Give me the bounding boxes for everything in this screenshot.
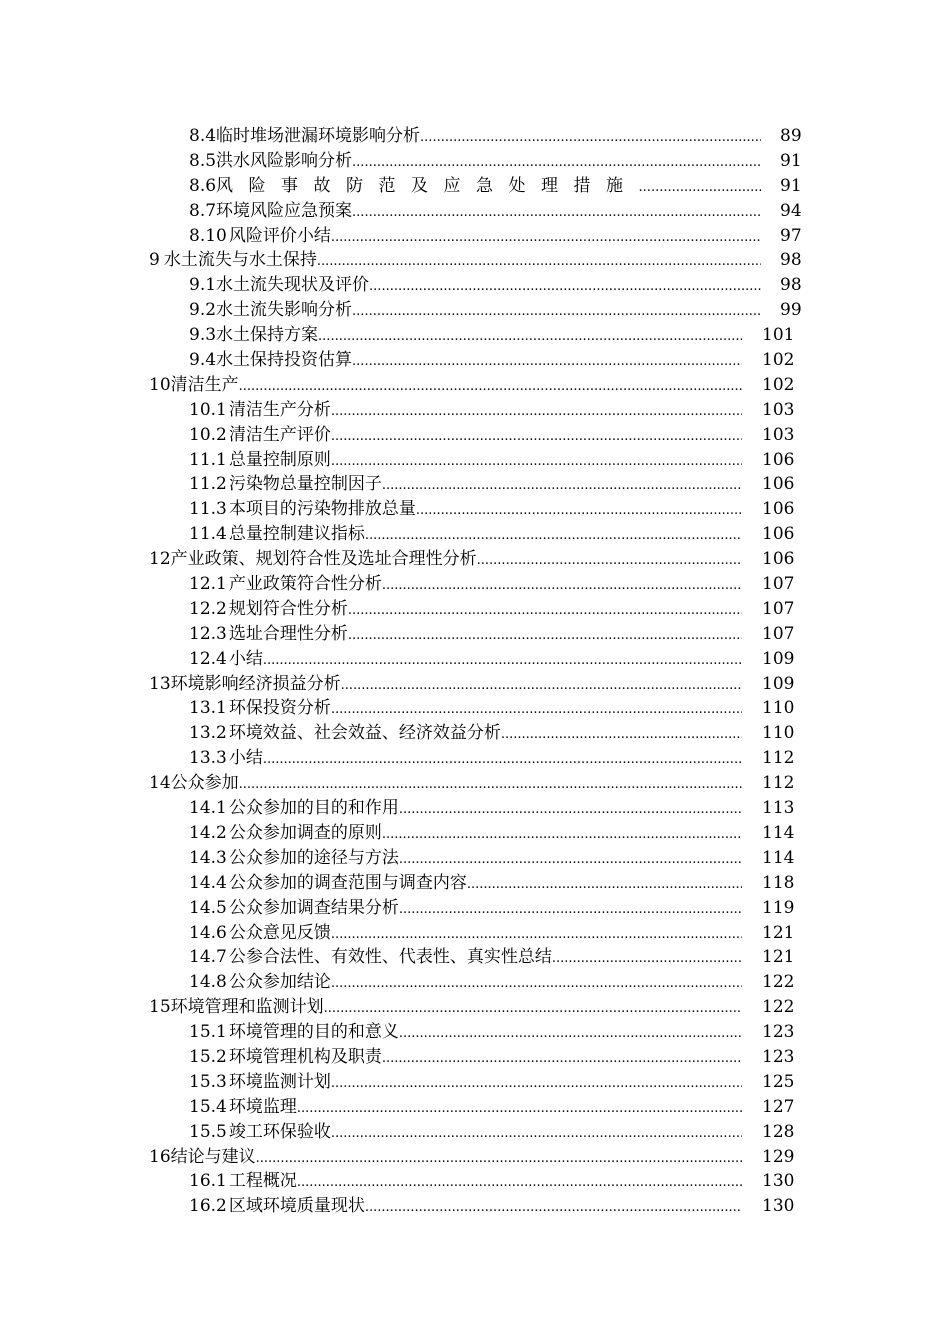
dot-leader [382, 1045, 742, 1072]
dot-leader [365, 522, 742, 549]
dot-leader [317, 248, 761, 275]
toc-entry-title: 风险事故防范及应急处理措施 [216, 175, 639, 196]
dot-leader [331, 921, 742, 948]
toc-entry[interactable] [0, 298, 950, 323]
toc-entry-page: 110 [762, 723, 795, 744]
toc-entry-page: 106 [762, 549, 795, 570]
toc-entry-page: 106 [762, 449, 795, 470]
toc-entry[interactable] [0, 572, 950, 597]
toc-entry-number: 12.2 [189, 598, 227, 619]
toc-entry-number: 14.7 [189, 947, 227, 968]
toc-entry-page: 102 [762, 350, 795, 371]
toc-entry-title: 规划符合性分析 [228, 598, 348, 619]
toc-entry[interactable] [0, 771, 950, 796]
toc-entry-page: 110 [762, 698, 795, 719]
toc-entry-page: 130 [762, 1196, 795, 1217]
toc-entry-number: 10.1 [189, 399, 227, 420]
dot-leader [318, 323, 742, 350]
toc-entry-title: 环境影响经济损益分析 [170, 673, 341, 694]
toc-entry-page: 107 [762, 574, 795, 595]
toc-entry[interactable] [0, 597, 950, 622]
toc-entry[interactable] [0, 199, 950, 224]
toc-entry-number: 15.4 [189, 1096, 227, 1117]
toc-entry-page: 128 [762, 1121, 795, 1142]
toc-entry-title: 公众参加的途径与方法 [228, 847, 399, 868]
toc-entry[interactable] [0, 821, 950, 846]
toc-entry-title: 清洁生产评价 [228, 424, 331, 445]
toc-entry[interactable] [0, 423, 950, 448]
toc-entry-page: 109 [762, 673, 795, 694]
toc-entry-number: 14.8 [189, 972, 227, 993]
toc-entry-title: 环保投资分析 [228, 698, 331, 719]
toc-entry-page: 98 [780, 250, 802, 271]
dot-leader [331, 1070, 742, 1097]
toc-entry-page: 122 [762, 997, 795, 1018]
toc-entry-title: 环境管理和监测计划 [170, 997, 324, 1018]
toc-entry-title: 环境效益、社会效益、经济效益分析 [228, 723, 501, 744]
toc-entry-title: 产业政策符合性分析 [228, 574, 382, 595]
dot-leader [256, 1145, 742, 1172]
toc-entry-page: 125 [762, 1071, 795, 1092]
toc-entry-number: 11.2 [189, 474, 227, 495]
toc-entry-title: 风险评价小结 [228, 225, 331, 246]
toc-entry-number: 13.1 [189, 698, 227, 719]
dot-leader [382, 472, 742, 499]
toc-entry-title: 环境监理 [228, 1096, 297, 1117]
toc-entry-page: 103 [762, 399, 795, 420]
toc-entry[interactable] [0, 647, 950, 672]
dot-leader [467, 871, 742, 898]
toc-entry-number: 13.3 [189, 748, 227, 769]
toc-entry-number: 12 [149, 549, 171, 570]
toc-entry[interactable] [0, 497, 950, 522]
toc-entry-number: 8.6 [189, 175, 217, 196]
toc-entry-page: 91 [780, 150, 802, 171]
table-of-contents [0, 124, 950, 1219]
toc-entry-title: 公众意见反馈 [228, 922, 331, 943]
toc-entry-page: 121 [762, 947, 795, 968]
toc-entry[interactable] [0, 871, 950, 896]
toc-entry[interactable] [0, 696, 950, 721]
dot-leader [239, 771, 742, 798]
toc-entry-number: 10 [149, 374, 171, 395]
toc-entry-number: 9 [149, 250, 160, 271]
dot-leader [348, 597, 742, 624]
dot-leader [365, 1194, 742, 1221]
toc-entry-number: 9.1 [189, 275, 217, 296]
toc-entry-page: 102 [762, 374, 795, 395]
toc-entry[interactable] [0, 124, 950, 149]
dot-leader [399, 796, 742, 823]
toc-entry-number: 13 [149, 673, 171, 694]
toc-entry-page: 106 [762, 499, 795, 520]
toc-entry[interactable] [0, 1045, 950, 1070]
toc-entry-page: 129 [762, 1146, 795, 1167]
toc-entry-title: 公众参加结论 [228, 972, 331, 993]
toc-entry[interactable] [0, 721, 950, 746]
toc-entry-title: 区域环境质量现状 [228, 1196, 365, 1217]
toc-entry-title: 小结 [228, 648, 263, 669]
toc-entry-title: 公众参加 [170, 773, 239, 794]
toc-entry-number: 8.7 [189, 200, 217, 221]
toc-entry-number: 11.3 [189, 499, 227, 520]
toc-entry-title: 环境管理的目的和意义 [228, 1022, 399, 1043]
toc-entry[interactable] [0, 622, 950, 647]
dot-leader [263, 746, 742, 773]
toc-entry[interactable] [0, 273, 950, 298]
toc-entry-title: 竣工环保验收 [228, 1121, 331, 1142]
toc-entry-number: 12.1 [189, 574, 227, 595]
toc-entry[interactable] [0, 448, 950, 473]
toc-entry[interactable] [0, 1070, 950, 1095]
toc-entry-number: 13.2 [189, 723, 227, 744]
toc-entry-page: 97 [780, 225, 802, 246]
toc-entry-title: 水土保持投资估算 [216, 350, 353, 371]
toc-entry[interactable] [0, 672, 950, 697]
toc-entry[interactable] [0, 224, 950, 249]
toc-entry-number: 15.5 [189, 1121, 227, 1142]
dot-leader [416, 497, 742, 524]
toc-entry-page: 106 [762, 474, 795, 495]
toc-entry-page: 118 [762, 872, 795, 893]
toc-entry-number: 9.2 [189, 300, 217, 321]
toc-entry-page: 106 [762, 524, 795, 545]
toc-entry-number: 16.1 [189, 1171, 227, 1192]
toc-entry-number: 8.10 [189, 225, 227, 246]
toc-entry-title: 本项目的污染物排放总量 [228, 499, 416, 520]
toc-entry-number: 10.2 [189, 424, 227, 445]
toc-entry-title: 环境风险应急预案 [216, 200, 353, 221]
toc-entry[interactable] [0, 149, 950, 174]
toc-entry-page: 109 [762, 648, 795, 669]
dot-leader [331, 423, 742, 450]
toc-entry-number: 15.3 [189, 1071, 227, 1092]
dot-leader [263, 647, 742, 674]
toc-entry-number: 9.3 [189, 325, 217, 346]
toc-entry-title: 公众参加调查的原则 [228, 822, 382, 843]
toc-entry-title: 清洁生产分析 [228, 399, 331, 420]
toc-entry[interactable] [0, 746, 950, 771]
toc-entry[interactable] [0, 846, 950, 871]
toc-entry-page: 127 [762, 1096, 795, 1117]
toc-entry-number: 11.4 [189, 524, 227, 545]
dot-leader [399, 896, 742, 923]
toc-entry-title: 公众参加调查结果分析 [228, 897, 399, 918]
toc-entry-page: 89 [780, 126, 802, 146]
dot-leader [399, 846, 742, 873]
toc-entry[interactable] [0, 373, 950, 398]
dot-leader [297, 1169, 742, 1196]
toc-entry[interactable] [0, 522, 950, 547]
toc-entry-page: 123 [762, 1046, 795, 1067]
toc-entry-title: 小结 [228, 748, 263, 769]
toc-entry-number: 12.3 [189, 623, 227, 644]
toc-entry-number: 14 [149, 773, 171, 794]
dot-leader [239, 373, 742, 400]
dot-leader [369, 273, 761, 300]
toc-entry-title: 工程概况 [228, 1171, 297, 1192]
dot-leader [399, 1020, 742, 1047]
toc-entry[interactable] [0, 896, 950, 921]
toc-entry[interactable] [0, 1120, 950, 1145]
toc-entry[interactable] [0, 945, 950, 970]
toc-entry-title: 公参合法性、有效性、代表性、真实性总结 [228, 947, 552, 968]
toc-entry-number: 8.5 [189, 150, 217, 171]
toc-entry-number: 14.1 [189, 798, 227, 819]
toc-entry-page: 112 [762, 748, 795, 769]
toc-entry-number: 8.4 [189, 126, 217, 146]
toc-entry[interactable] [0, 1169, 950, 1194]
dot-leader [501, 721, 742, 748]
toc-entry[interactable] [0, 970, 950, 995]
toc-entry[interactable] [0, 348, 950, 373]
dot-leader [420, 124, 761, 151]
toc-entry[interactable] [0, 1194, 950, 1219]
toc-entry-page: 123 [762, 1022, 795, 1043]
dot-leader [331, 224, 761, 251]
toc-entry-number: 16.2 [189, 1196, 227, 1217]
toc-entry-page: 99 [780, 300, 802, 321]
toc-entry[interactable] [0, 1145, 950, 1170]
toc-entry-page: 130 [762, 1171, 795, 1192]
dot-leader [348, 622, 742, 649]
toc-entry[interactable] [0, 323, 950, 348]
toc-entry-title: 水土流失影响分析 [216, 300, 353, 321]
toc-entry[interactable] [0, 995, 950, 1020]
toc-entry-title: 结论与建议 [170, 1146, 256, 1167]
dot-leader [382, 821, 742, 848]
toc-entry-title: 总量控制原则 [228, 449, 331, 470]
toc-entry-number: 11.1 [189, 449, 227, 470]
toc-entry-page: 94 [780, 200, 802, 221]
dot-leader [331, 448, 742, 475]
toc-entry[interactable] [0, 547, 950, 572]
toc-entry-title: 环境管理机构及职责 [228, 1046, 382, 1067]
toc-entry-title: 临时堆场泄漏环境影响分析 [216, 126, 421, 146]
toc-entry-number: 9.4 [189, 350, 217, 371]
toc-entry-number: 15.1 [189, 1022, 227, 1043]
dot-leader [352, 149, 761, 176]
toc-entry[interactable] [0, 796, 950, 821]
toc-entry-page: 101 [762, 325, 795, 346]
dot-leader [331, 1120, 742, 1147]
toc-entry-page: 122 [762, 972, 795, 993]
toc-entry-page: 103 [762, 424, 795, 445]
dot-leader [352, 199, 761, 226]
toc-entry-number: 14.6 [189, 922, 227, 943]
toc-entry-page: 121 [762, 922, 795, 943]
toc-entry[interactable] [0, 1095, 950, 1120]
toc-entry-page: 113 [762, 798, 795, 819]
toc-entry-page: 107 [762, 598, 795, 619]
toc-entry-title: 洪水风险影响分析 [216, 150, 353, 171]
toc-entry-number: 16 [149, 1146, 171, 1167]
toc-entry-title: 选址合理性分析 [228, 623, 348, 644]
dot-leader [352, 348, 742, 375]
toc-entry-title: 公众参加的调查范围与调查内容 [228, 872, 467, 893]
toc-entry-page: 114 [762, 822, 795, 843]
toc-entry-title: 水土保持方案 [216, 325, 319, 346]
toc-entry-page: 91 [780, 175, 802, 196]
toc-entry-number: 14.2 [189, 822, 227, 843]
toc-entry-page: 98 [780, 275, 802, 296]
toc-entry-page: 112 [762, 773, 795, 794]
toc-entry-title: 污染物总量控制因子 [228, 474, 382, 495]
toc-entry-number: 14.4 [189, 872, 227, 893]
toc-entry[interactable] [0, 921, 950, 946]
dot-leader [477, 547, 742, 574]
dot-leader [352, 298, 761, 325]
dot-leader [552, 945, 742, 972]
toc-entry-title: 总量控制建议指标 [228, 524, 365, 545]
toc-entry-title: 清洁生产 [170, 374, 239, 395]
toc-entry-title: 水土流失现状及评价 [216, 275, 370, 296]
dot-leader [331, 398, 742, 425]
dot-leader [324, 995, 742, 1022]
toc-entry-title: 公众参加的目的和作用 [228, 798, 399, 819]
toc-entry[interactable] [0, 398, 950, 423]
dot-leader [639, 174, 761, 201]
toc-entry-page: 119 [762, 897, 795, 918]
toc-entry-number: 15.2 [189, 1046, 227, 1067]
toc-entry-title: 环境监测计划 [228, 1071, 331, 1092]
toc-entry-title: 水土流失与水土保持 [163, 250, 317, 271]
toc-entry-page: 114 [762, 847, 795, 868]
toc-entry[interactable] [0, 248, 950, 273]
toc-entry-number: 14.3 [189, 847, 227, 868]
dot-leader [382, 572, 742, 599]
dot-leader [297, 1095, 742, 1122]
toc-entry-number: 14.5 [189, 897, 227, 918]
toc-entry-number: 12.4 [189, 648, 227, 669]
toc-entry[interactable] [0, 472, 950, 497]
dot-leader [341, 672, 742, 699]
toc-entry[interactable] [0, 1020, 950, 1045]
toc-entry-title: 产业政策、规划符合性及选址合理性分析 [170, 549, 477, 570]
toc-entry-number: 15 [149, 997, 171, 1018]
dot-leader [331, 696, 742, 723]
dot-leader [331, 970, 742, 997]
toc-entry[interactable] [0, 174, 950, 199]
toc-entry-page: 107 [762, 623, 795, 644]
